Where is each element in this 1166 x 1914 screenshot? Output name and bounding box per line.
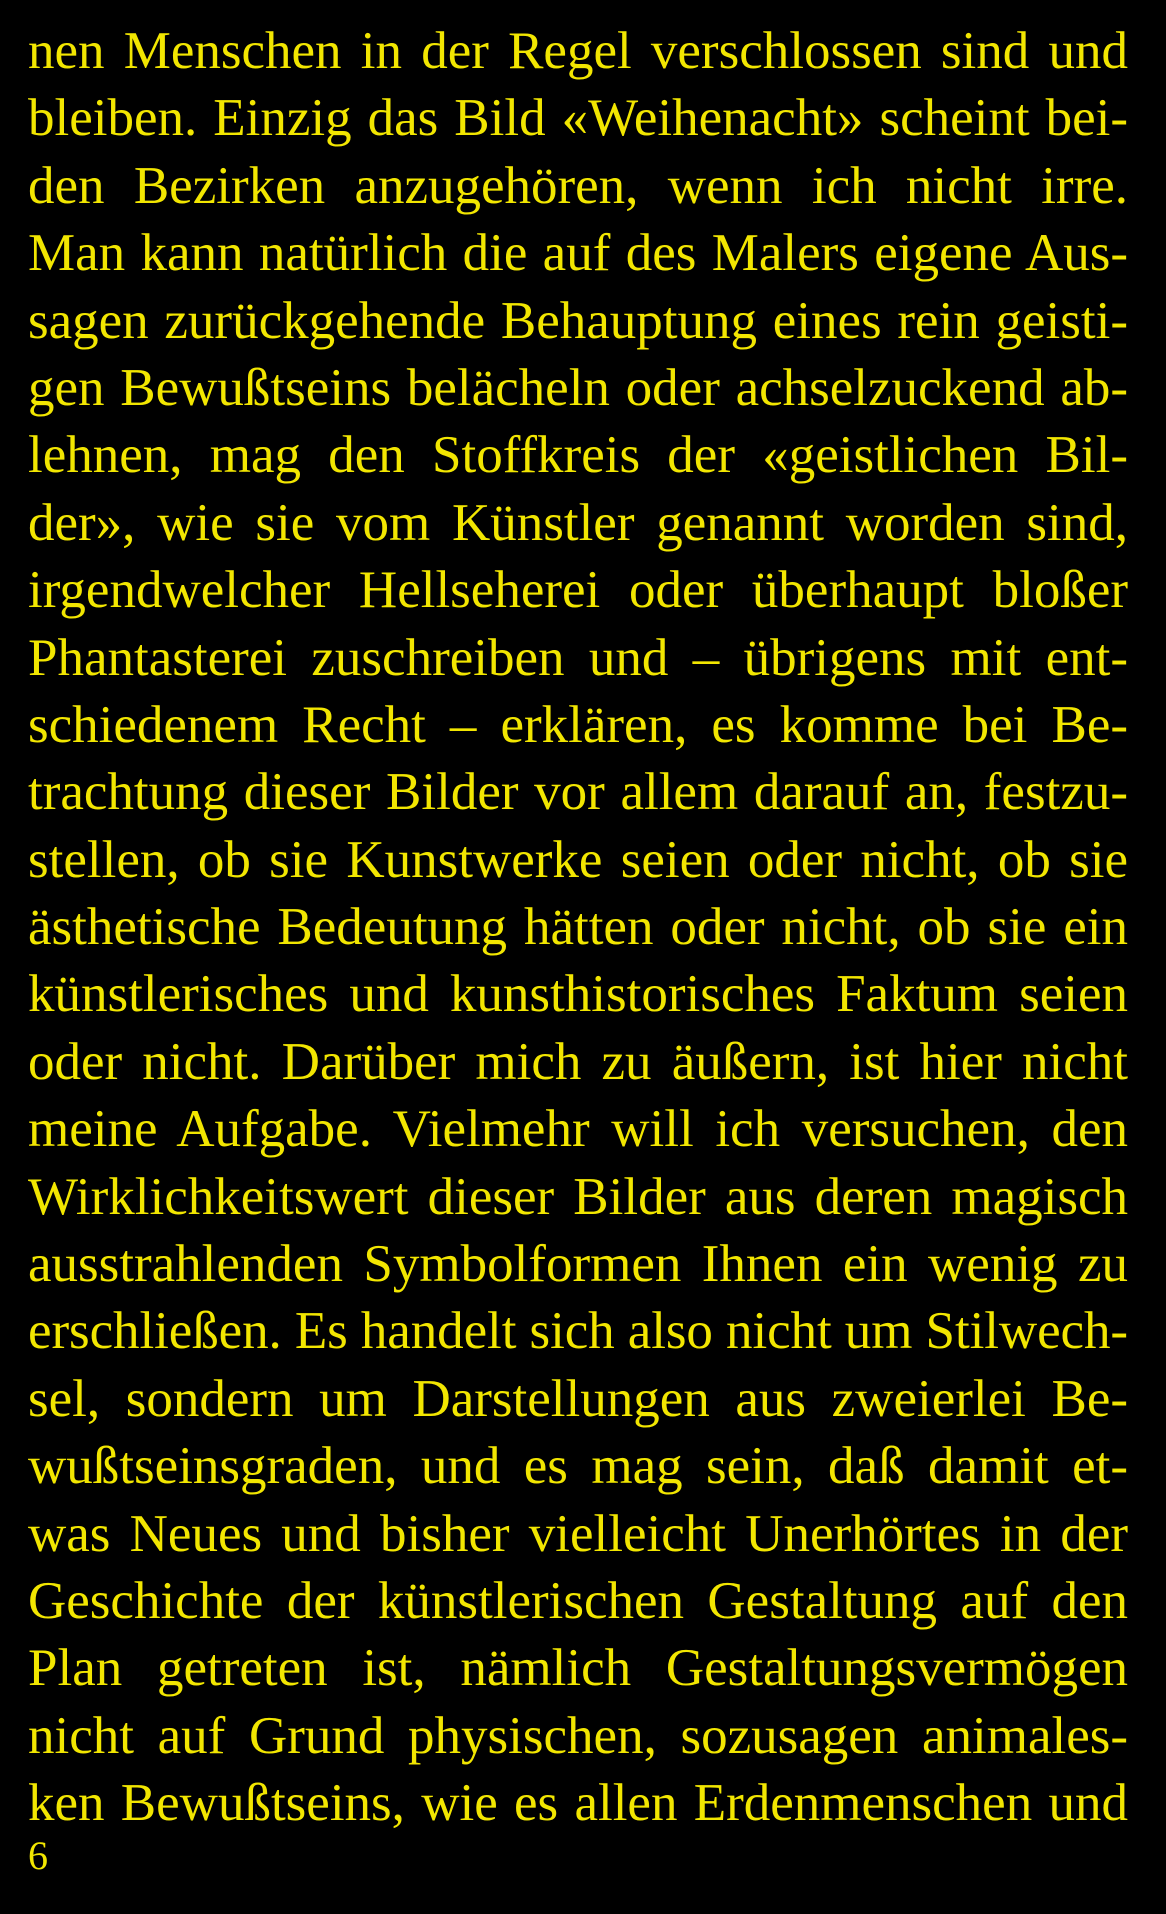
text-line: bleiben. Einzig das Bild «Weihenacht» scheint bei- — [28, 89, 1128, 148]
text-line: lehnen, mag den Stoffkreis der «geistlichen Bil- — [28, 426, 1128, 485]
text-line: sel, sondern um Darstellungen aus zweierlei Be- — [28, 1369, 1128, 1428]
text-line: ken Bewußtseins, wie es allen Erdenmenschen und — [28, 1774, 1128, 1833]
text-line: meine Aufgabe. Vielmehr will ich versuchen, den — [28, 1100, 1128, 1159]
text-line: der», wie sie vom Künstler genannt worden sind, — [28, 493, 1128, 552]
text-line: wußtseinsgraden, und es mag sein, daß damit et- — [28, 1437, 1128, 1496]
text-line: was Neues und bisher vielleicht Unerhörtes in der — [28, 1504, 1128, 1563]
text-line: Wirklichkeitswert dieser Bilder aus deren magisch — [28, 1167, 1128, 1226]
text-line: Phantasterei zuschreiben und – übrigens mit ent- — [28, 628, 1128, 687]
page-number: 6 — [28, 1833, 48, 1878]
text-line: nicht auf Grund physischen, sozusagen animales- — [28, 1706, 1128, 1765]
text-line: erschließen. Es handelt sich also nicht um Stilwech- — [28, 1302, 1129, 1361]
text-line: trachtung dieser Bilder vor allem darauf an, festzu- — [28, 763, 1128, 822]
text-line: sagen zurückgehende Behauptung eines rein geisti- — [28, 291, 1128, 350]
text-line: künstlerisches und kunsthistorisches Faktum seien — [28, 965, 1128, 1024]
text-line: gen Bewußtseins belächeln oder achselzuckend ab- — [28, 358, 1128, 417]
text-line: den Bezirken anzugehören, wenn ich nicht irre. — [28, 156, 1128, 215]
text-line: oder nicht. Darüber mich zu äußern, ist hier nicht — [28, 1032, 1128, 1091]
text-line: schiedenem Recht – erklären, es komme bei Be- — [28, 695, 1128, 754]
text-line: ausstrahlenden Symbolformen Ihnen ein wenig zu — [28, 1235, 1128, 1294]
text-line: Geschichte der künstlerischen Gestaltung auf den — [28, 1571, 1128, 1630]
text-line: nen Menschen in der Regel verschlossen sind und — [28, 22, 1128, 80]
text-line: ästhetische Bedeutung hätten oder nicht, ob sie ein — [28, 898, 1128, 957]
body-text — [28, 18, 1128, 1838]
text-line: Plan getreten ist, nämlich Gestaltungsvermögen — [28, 1639, 1128, 1698]
text-line: stellen, ob sie Kunstwerke seien oder nicht, ob sie — [28, 830, 1128, 889]
text-line: Man kann natürlich die auf des Malers eigene Aus- — [28, 224, 1128, 283]
text-line: irgendwelcher Hellseherei oder überhaupt bloßer — [28, 561, 1128, 620]
